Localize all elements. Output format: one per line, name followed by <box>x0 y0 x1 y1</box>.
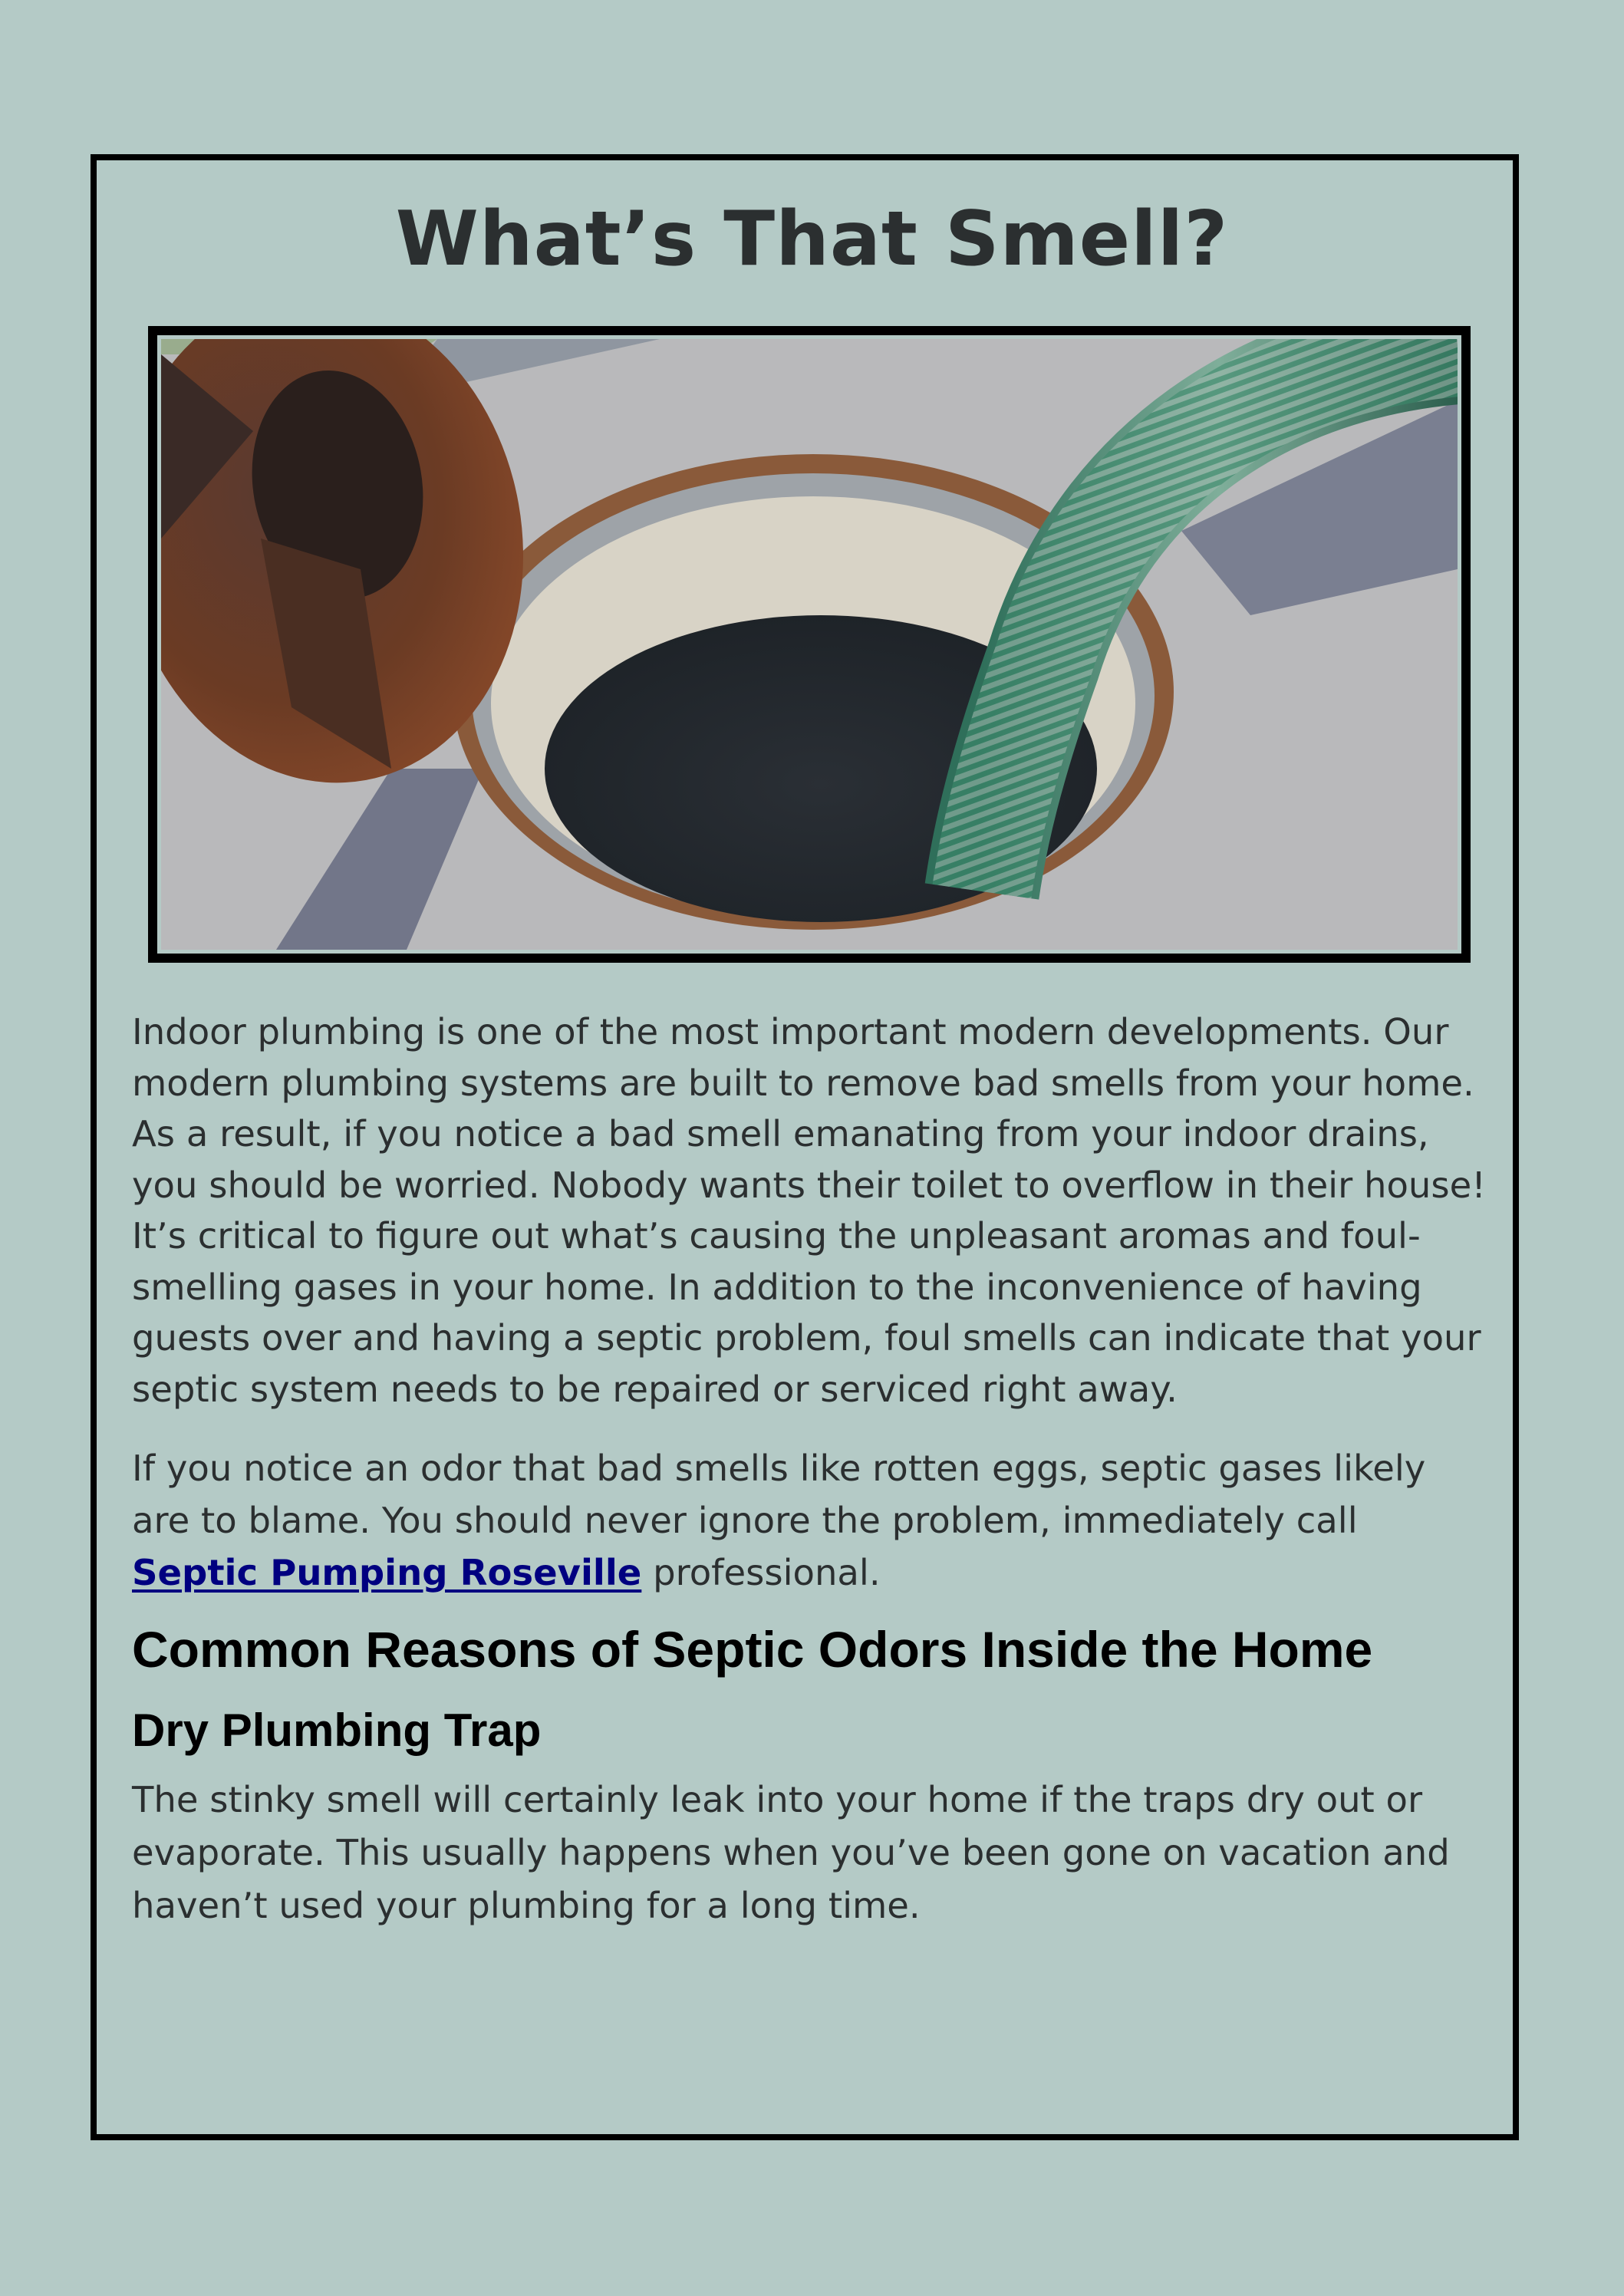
call-to-action-paragraph <box>132 1442 1490 1599</box>
page-title: What’s That Smell? <box>395 196 1229 283</box>
cta-text-before: If you notice an odor that bad smells like rotten eggs, septic gases likely are to blame. You should never ignore the problem, immediately call <box>132 1448 1426 1541</box>
dry-trap-paragraph: The stinky smell will certainly leak into your home if the traps dry out or evaporate. This usually happens when you’ve been gone on vacation and haven’t used your plumbing for a long time. <box>132 1779 1450 1926</box>
subheading-dry-plumbing-trap: Dry Plumbing Trap <box>132 1705 542 1756</box>
septic-tank-photo-icon <box>161 339 1458 950</box>
article-body <box>132 1006 1490 1932</box>
septic-pumping-roseville-link[interactable]: Septic Pumping Roseville <box>132 1552 642 1593</box>
hero-image-frame <box>148 326 1471 963</box>
section-heading-common-reasons: Common Reasons of Septic Odors Inside the Home <box>132 1621 1373 1678</box>
hero-image <box>161 339 1458 950</box>
cta-text-after: professional. <box>641 1552 881 1593</box>
intro-paragraph: Indoor plumbing is one of the most important modern developments. Our modern plumbing systems are built to remove bad smells from your home. As a result, if you notice a bad smell emanating from your indoor drains, you should be worried. Nobody wants their toilet to overflow in their house! It’s critical to figure out what’s causing the unpleasant aromas and foul-smelling gases in your home. In addition to the inconvenience of having guests over and having a septic problem, foul smells can indicate that your septic system needs to be repaired or serviced right away. <box>132 1011 1486 1410</box>
